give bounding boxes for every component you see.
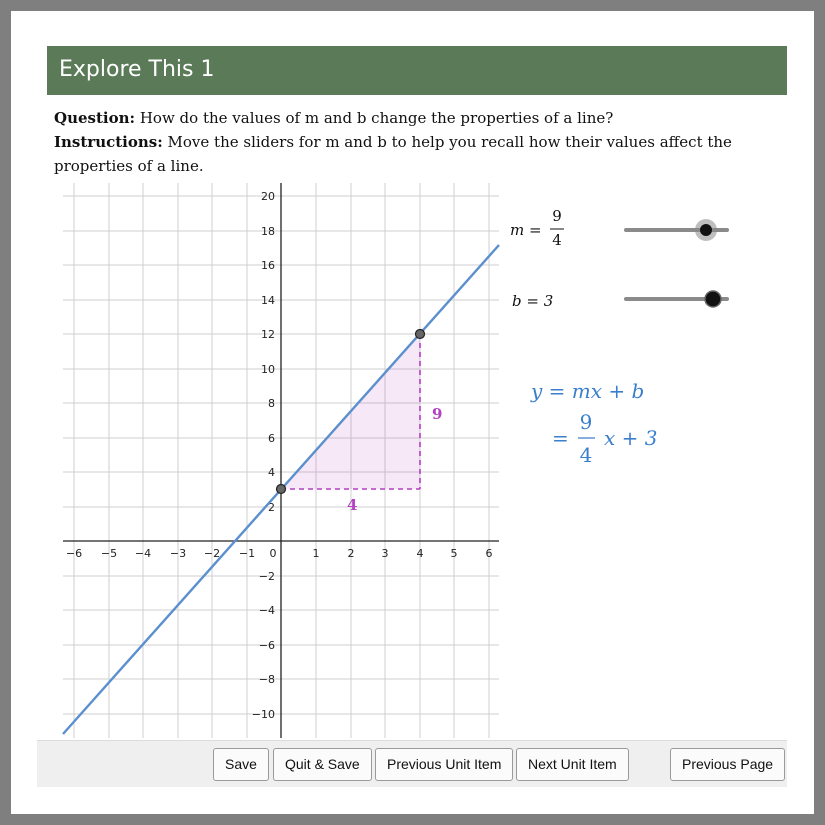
y-tick-label: 12 — [261, 328, 275, 341]
run-label: 4 — [347, 496, 358, 514]
geogebra-applet[interactable] — [47, 183, 787, 738]
equation-numerator: 9 — [579, 410, 593, 434]
save-button[interactable]: Save — [213, 748, 269, 781]
x-tick-label: 2 — [347, 547, 355, 560]
x-tick-labels — [66, 547, 493, 560]
x-tick-label: −6 — [65, 547, 83, 560]
x-tick-label: −5 — [100, 547, 118, 560]
question-label: Question: — [54, 109, 136, 127]
slider-m[interactable] — [510, 207, 727, 249]
x-tick-label: −3 — [169, 547, 187, 560]
next-unit-item-button[interactable]: Next Unit Item — [516, 748, 629, 781]
y-tick-label: −10 — [251, 708, 275, 721]
y-tick-labels — [252, 190, 275, 721]
previous-page-button[interactable]: Previous Page — [670, 748, 785, 781]
slider-b-knob[interactable] — [705, 291, 721, 307]
question-line — [54, 106, 774, 130]
y-tick-label: 6 — [268, 432, 275, 445]
x-tick-label: −2 — [203, 547, 221, 560]
point-y-intercept[interactable] — [277, 485, 286, 494]
slider-m-numerator: 9 — [552, 207, 562, 225]
page-title: Explore This 1 — [59, 57, 215, 82]
equation-denominator: 4 — [579, 443, 593, 467]
x-tick-label: 5 — [450, 547, 458, 560]
x-tick-label: 6 — [485, 547, 493, 560]
slider-m-denominator: 4 — [552, 231, 562, 249]
x-tick-label: 4 — [416, 547, 424, 560]
y-tick-label: 10 — [261, 363, 275, 376]
question-text: How do the values of m and b change the properties of a line? — [139, 109, 614, 127]
slider-m-knob[interactable] — [700, 224, 712, 236]
y-tick-label: 8 — [268, 397, 275, 410]
equation-equals: = — [552, 426, 569, 450]
previous-unit-item-button[interactable]: Previous Unit Item — [375, 748, 513, 781]
point-second[interactable] — [416, 330, 425, 339]
y-tick-label: −4 — [258, 604, 275, 617]
prompt-text — [54, 106, 774, 178]
y-tick-label: 16 — [261, 259, 275, 272]
y-tick-label: −8 — [258, 673, 275, 686]
instructions-line — [54, 130, 774, 178]
y-tick-label: 4 — [268, 466, 275, 479]
y-tick-label: 14 — [261, 294, 275, 307]
y-tick-label: −6 — [258, 639, 275, 652]
y-tick-label: 18 — [261, 225, 275, 238]
slider-b-label: b = 3 — [512, 292, 554, 310]
equation-suffix: x + 3 — [604, 426, 658, 450]
rise-label: 9 — [432, 405, 443, 423]
instructions-label: Instructions: — [54, 133, 163, 151]
y-tick-label: −2 — [258, 570, 275, 583]
x-tick-label: 1 — [312, 547, 320, 560]
y-tick-label: 2 — [268, 501, 275, 514]
slider-m-label: m = — [510, 221, 542, 239]
x-tick-label: 3 — [381, 547, 389, 560]
title-banner — [47, 46, 787, 95]
quit-save-button[interactable]: Quit & Save — [273, 748, 372, 781]
x-tick-label: 0 — [269, 547, 277, 560]
bottom-toolbar — [37, 740, 787, 787]
x-tick-label: −1 — [238, 547, 256, 560]
slider-b[interactable] — [512, 291, 727, 310]
y-tick-label: 20 — [261, 190, 275, 203]
instructions-text: Move the sliders for m and b to help you recall how their values affect the properties of a line. — [54, 133, 732, 175]
equation-line-1: y = mx + b — [531, 379, 645, 403]
x-tick-label: −4 — [134, 547, 152, 560]
equation-display — [530, 379, 657, 467]
